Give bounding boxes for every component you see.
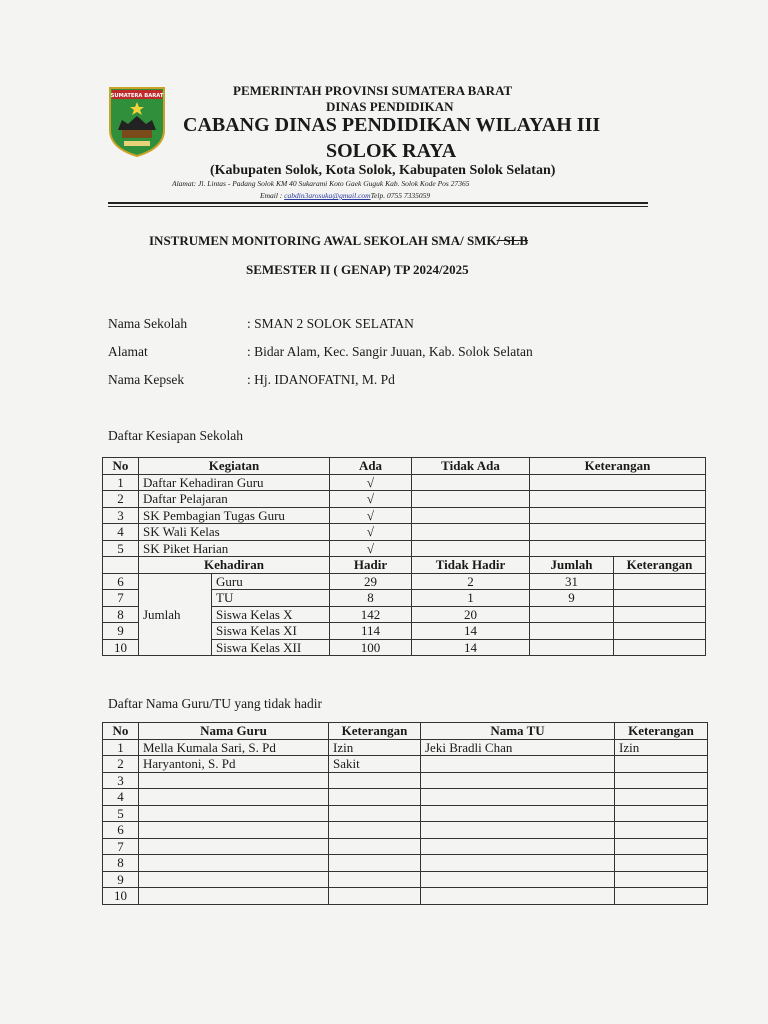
table-row	[103, 491, 706, 508]
cell-keterangan	[530, 524, 706, 541]
cell-nama-guru	[139, 772, 329, 789]
table-row	[103, 789, 708, 806]
cell-nama-guru	[139, 822, 329, 839]
cell-nama-tu	[421, 822, 615, 839]
cell-no: 9	[103, 871, 139, 888]
cell-item: Siswa Kelas XII	[212, 639, 330, 656]
cell-keterangan	[614, 606, 706, 623]
cell-no: 7	[103, 838, 139, 855]
table-row	[103, 540, 706, 557]
address-label: Alamat	[108, 344, 148, 359]
table-row	[103, 474, 706, 491]
school-name-value: : SMAN 2 SOLOK SELATAN	[247, 316, 414, 331]
cell-jumlah	[530, 639, 614, 656]
header-kegiatan: Kegiatan	[139, 458, 330, 475]
cell-ada: √	[330, 524, 412, 541]
cell-keterangan-tu	[615, 822, 708, 839]
cell-keterangan-tu	[615, 888, 708, 905]
cell-jumlah: 31	[530, 573, 614, 590]
cell-keterangan	[530, 507, 706, 524]
cell-no: 5	[103, 805, 139, 822]
cell-tidak-ada	[412, 507, 530, 524]
cell-nama-guru	[139, 888, 329, 905]
letterhead-branch: CABANG DINAS PENDIDIKAN WILAYAH III	[183, 114, 601, 136]
cell-hadir: 29	[330, 573, 412, 590]
cell-keterangan-guru	[329, 888, 421, 905]
email-label: Email :	[260, 191, 285, 200]
principal-label: Nama Kepsek	[108, 372, 185, 387]
cell-no: 3	[103, 772, 139, 789]
readiness-table	[102, 457, 706, 656]
letterhead-contact	[260, 191, 430, 200]
table-row	[103, 507, 706, 524]
province-logo	[108, 86, 166, 158]
cell-nama-tu	[421, 789, 615, 806]
cell-keterangan-guru	[329, 871, 421, 888]
cell-keterangan	[530, 474, 706, 491]
cell-no: 7	[103, 590, 139, 607]
cell-kegiatan: SK Pembagian Tugas Guru	[139, 507, 330, 524]
header-hadir: Hadir	[330, 557, 412, 574]
logo-text: SUMATERA BARAT	[110, 93, 164, 99]
header-ada: Ada	[330, 458, 412, 475]
table-row	[103, 756, 708, 773]
cell-keterangan-guru: Izin	[329, 739, 421, 756]
header-keterangan-2: Keterangan	[614, 557, 706, 574]
table-row	[103, 838, 708, 855]
cell-no: 6	[103, 573, 139, 590]
readiness-heading: Daftar Kesiapan Sekolah	[108, 428, 243, 443]
cell-no: 8	[103, 855, 139, 872]
table-row	[103, 524, 706, 541]
attendance-row	[103, 573, 706, 590]
cell-keterangan	[614, 639, 706, 656]
cell-jumlah: 9	[530, 590, 614, 607]
document-subtitle: SEMESTER II ( GENAP) TP 2024/2025	[246, 262, 469, 277]
cell-keterangan-tu: Izin	[615, 739, 708, 756]
title-main: INSTRUMEN MONITORING AWAL SEKOLAH SMA/ SMK	[149, 233, 497, 248]
cell-nama-tu	[421, 772, 615, 789]
cell-tidak-hadir: 14	[412, 639, 530, 656]
cell-nama-tu	[421, 838, 615, 855]
table-header-row	[103, 723, 708, 740]
table-header-row	[103, 458, 706, 475]
cell-keterangan-guru	[329, 838, 421, 855]
document-title	[149, 233, 528, 249]
cell-item: Siswa Kelas XI	[212, 623, 330, 640]
cell-no: 10	[103, 888, 139, 905]
cell-no: 1	[103, 474, 139, 491]
cell-nama-guru	[139, 855, 329, 872]
table-row	[103, 739, 708, 756]
email-link[interactable]: cabdin3arosuka@gmail.com	[284, 191, 371, 200]
cell-nama-guru	[139, 789, 329, 806]
cell-no: 5	[103, 540, 139, 557]
cell-keterangan-guru	[329, 772, 421, 789]
cell-nama-guru: Mella Kumala Sari, S. Pd	[139, 739, 329, 756]
cell-ada: √	[330, 474, 412, 491]
cell-jumlah	[530, 606, 614, 623]
school-name-label: Nama Sekolah	[108, 316, 188, 331]
letterhead-region: SOLOK RAYA	[326, 140, 457, 162]
cell-tidak-hadir: 20	[412, 606, 530, 623]
logo-shield-icon	[108, 86, 166, 158]
cell-ada: √	[330, 491, 412, 508]
cell-tidak-hadir: 14	[412, 623, 530, 640]
cell-no: 10	[103, 639, 139, 656]
cell-keterangan	[530, 491, 706, 508]
table-row	[103, 888, 708, 905]
cell-item: Siswa Kelas X	[212, 606, 330, 623]
cell-keterangan-tu	[615, 805, 708, 822]
cell-kegiatan: SK Piket Harian	[139, 540, 330, 557]
cell-hadir: 142	[330, 606, 412, 623]
cell-ada: √	[330, 507, 412, 524]
cell-nama-guru	[139, 838, 329, 855]
cell-no: 6	[103, 822, 139, 839]
table-row	[103, 805, 708, 822]
absent-heading: Daftar Nama Guru/TU yang tidak hadir	[108, 696, 323, 711]
header-nama-guru: Nama Guru	[139, 723, 329, 740]
title-struck: / SLB	[496, 233, 529, 248]
header-no: No	[103, 458, 139, 475]
cell-no: 8	[103, 606, 139, 623]
cell-keterangan	[614, 590, 706, 607]
cell-hadir: 8	[330, 590, 412, 607]
cell-nama-tu	[421, 888, 615, 905]
cell-nama-guru	[139, 871, 329, 888]
cell-no: 4	[103, 524, 139, 541]
cell-nama-tu	[421, 871, 615, 888]
cell-tidak-ada	[412, 540, 530, 557]
letterhead-address: Alamat: Jl. Lintas - Padang Solok KM 40 Sukarami Koto Gaek Guguk Kab. Solok Kode Pos 27365	[172, 179, 470, 188]
address-value: : Bidar Alam, Kec. Sangir Juuan, Kab. Solok Selatan	[247, 344, 533, 359]
cell-item: Guru	[212, 573, 330, 590]
cell-tidak-ada	[412, 491, 530, 508]
table-row	[103, 871, 708, 888]
cell-keterangan-guru	[329, 805, 421, 822]
cell-keterangan-guru: Sakit	[329, 756, 421, 773]
cell-no: 2	[103, 491, 139, 508]
cell-keterangan-tu	[615, 871, 708, 888]
cell-nama-tu	[421, 855, 615, 872]
cell-ada: √	[330, 540, 412, 557]
cell-keterangan-tu	[615, 789, 708, 806]
cell-hadir: 100	[330, 639, 412, 656]
header-keterangan: Keterangan	[530, 458, 706, 475]
cell-tidak-hadir: 2	[412, 573, 530, 590]
cell-no: 9	[103, 623, 139, 640]
cell-keterangan-tu	[615, 855, 708, 872]
letterhead-agency: DINAS PENDIDIKAN	[326, 99, 454, 114]
cell-hadir: 114	[330, 623, 412, 640]
cell-keterangan-tu	[615, 756, 708, 773]
cell-keterangan	[614, 623, 706, 640]
header-no: No	[103, 723, 139, 740]
phone-text: Telp. 0755 7335059	[370, 191, 431, 200]
header-tidak-hadir: Tidak Hadir	[412, 557, 530, 574]
cell-keterangan-guru	[329, 855, 421, 872]
cell-nama-guru	[139, 805, 329, 822]
header-blank	[103, 557, 139, 574]
cell-keterangan	[530, 540, 706, 557]
cell-kegiatan: Daftar Kehadiran Guru	[139, 474, 330, 491]
cell-keterangan-guru	[329, 789, 421, 806]
letterhead-rule-thick	[108, 202, 648, 204]
attendance-header-row	[103, 557, 706, 574]
header-tidak-ada: Tidak Ada	[412, 458, 530, 475]
cell-kegiatan: SK Wali Kelas	[139, 524, 330, 541]
header-kehadiran: Kehadiran	[139, 557, 330, 574]
cell-nama-tu: Jeki Bradli Chan	[421, 739, 615, 756]
principal-value: : Hj. IDANOFATNI, M. Pd	[247, 372, 395, 387]
cell-item: TU	[212, 590, 330, 607]
cell-nama-guru: Haryantoni, S. Pd	[139, 756, 329, 773]
cell-group-jumlah: Jumlah	[139, 573, 212, 656]
cell-tidak-hadir: 1	[412, 590, 530, 607]
cell-nama-tu	[421, 805, 615, 822]
cell-no: 4	[103, 789, 139, 806]
letterhead-coverage: (Kabupaten Solok, Kota Solok, Kabupaten Solok Selatan)	[210, 163, 556, 178]
table-row	[103, 822, 708, 839]
absent-table	[102, 722, 708, 905]
header-jumlah: Jumlah	[530, 557, 614, 574]
cell-keterangan-tu	[615, 772, 708, 789]
letterhead-government: PEMERINTAH PROVINSI SUMATERA BARAT	[233, 83, 513, 98]
cell-keterangan-guru	[329, 822, 421, 839]
cell-no: 1	[103, 739, 139, 756]
cell-kegiatan: Daftar Pelajaran	[139, 491, 330, 508]
table-row	[103, 772, 708, 789]
header-keterangan-tu: Keterangan	[615, 723, 708, 740]
cell-keterangan	[614, 573, 706, 590]
letterhead-rule-thin	[108, 206, 648, 207]
cell-keterangan-tu	[615, 838, 708, 855]
cell-nama-tu	[421, 756, 615, 773]
cell-no: 2	[103, 756, 139, 773]
cell-jumlah	[530, 623, 614, 640]
cell-no: 3	[103, 507, 139, 524]
cell-tidak-ada	[412, 474, 530, 491]
cell-tidak-ada	[412, 524, 530, 541]
table-row	[103, 855, 708, 872]
header-nama-tu: Nama TU	[421, 723, 615, 740]
header-keterangan-guru: Keterangan	[329, 723, 421, 740]
